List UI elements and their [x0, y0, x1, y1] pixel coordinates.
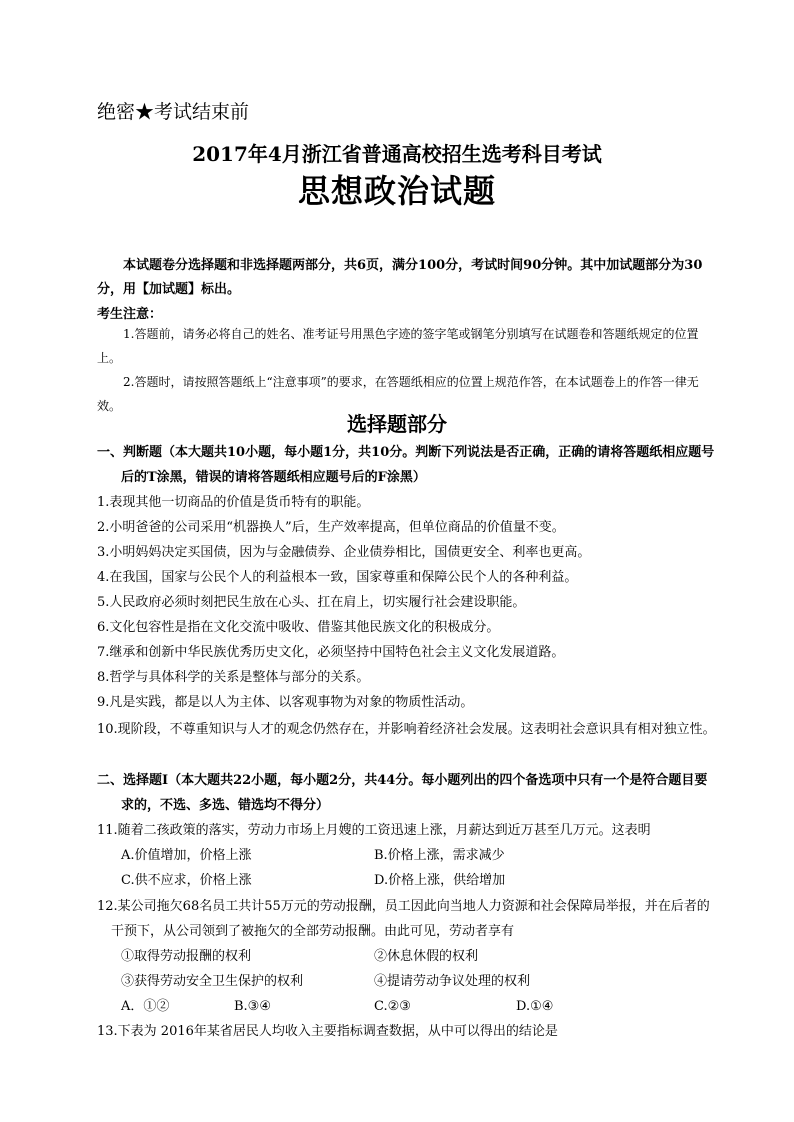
notes-title: 考生注意： — [97, 307, 163, 322]
statement-1: ①取得劳动报酬的权利 — [121, 949, 252, 964]
option-c: C.供不应求，价格上涨 — [121, 873, 252, 888]
option-c: C.②③ — [374, 999, 411, 1014]
exam-subtitle: 2017年4月浙江省普通高校招生选考科目考试 — [192, 142, 602, 166]
judge-question: 4.在我国，国家与公民个人的利益根本一致，国家尊重和保障公民个人的各种利益。 — [97, 570, 578, 585]
judge-question: 2.小明爸爸的公司采用“机器换人”后，生产效率提高，但单位商品的价值量不变。 — [97, 520, 565, 535]
judge-question: 8.哲学与具体科学的关系是整体与部分的关系。 — [97, 670, 370, 685]
judge-question: 6.文化包容性是指在文化交流中吸收、借鉴其他民族文化的积极成分。 — [97, 620, 500, 635]
part-2-description: （本大题共22小题，每小题2分，共44分。每小题列出的四个备选项中只有一个是符合题目要求的，不选、多选、错选均不得分） — [121, 773, 708, 813]
judge-question: 1.表现其他一切商品的价值是货币特有的职能。 — [97, 495, 370, 510]
choice-question-stem: 11.随着二孩政策的落实，劳动力市场上月嫂的工资迅速上涨，月薪达到近万甚至几万元。这表明 — [97, 823, 651, 838]
part-1-label: 一、判断题 — [97, 445, 163, 460]
section-title: 选择题部分 — [347, 412, 447, 436]
statement-4: ④提请劳动争议处理的权利 — [374, 974, 531, 989]
choice-question-stem: 13.下表为 2016年某省居民人均收入主要指标调查数据，从中可以得出的结论是 — [97, 1024, 558, 1039]
option-b: B.价格上涨，需求减少 — [374, 848, 505, 863]
part-1-heading — [97, 440, 717, 490]
note-item: 2.答题时，请按照答题纸上“注意事项”的要求，在答题纸相应的位置上规范作答，在本试题卷上的作答一律无效。 — [97, 375, 699, 413]
part-2-heading — [97, 768, 717, 818]
judge-question: 3.小明妈妈决定买国债，因为与金融债券、企业债券相比，国债更安全、利率也更高。 — [97, 545, 591, 560]
option-a: A.价值增加，价格上涨 — [121, 848, 252, 863]
statement-2: ②休息休假的权利 — [374, 949, 479, 964]
note-item: 1.答题前，请务必将自己的姓名、准考证号用黑色字迹的签字笔或钢笔分别填写在试题卷和答题纸规定的位置上。 — [97, 327, 699, 365]
part-1-description: （本大题共10小题，每小题1分，共10分。判断下列说法是否正确，正确的请将答题纸相应题号后的T涂黑，错误的请将答题纸相应题号后的F涂黑） — [121, 445, 715, 485]
statement-3: ③获得劳动安全卫生保护的权利 — [121, 974, 304, 989]
choice-question-stem: 12.某公司拖欠68名员工共计55万元的劳动报酬，员工因此向当地人力资源和社会保障局举报，并在后者的干预下，从公司领到了被拖欠的全部劳动报酬。由此可见，劳动者享有 — [97, 899, 710, 939]
part-2-label: 二、选择题Ⅰ — [97, 773, 169, 788]
confidential-label: 绝密★考试结束前 — [97, 101, 250, 123]
judge-question: 7.继承和创新中华民族优秀历史文化，必须坚持中国特色社会主义文化发展道路。 — [97, 645, 565, 660]
exam-intro: 本试题卷分选择题和非选择题两部分，共6页，满分100分，考试时间90分钟。其中加试题部分为30分，用【加试题】标出。 — [97, 258, 703, 297]
option-a: A．①② — [121, 999, 170, 1014]
judge-question: 9.凡是实践，都是以人为主体、以客观事物为对象的物质性活动。 — [97, 695, 474, 710]
option-b: B.③④ — [234, 999, 271, 1014]
judge-question: 10.现阶段，不尊重知识与人才的观念仍然存在，并影响着经济社会发展。这表明社会意识具有相对独立性。 — [97, 722, 716, 737]
option-d: D.①④ — [516, 999, 554, 1014]
option-d: D.价格上涨，供给增加 — [374, 873, 506, 888]
judge-question: 5.人民政府必须时刻把民生放在心头、扛在肩上，切实履行社会建设职能。 — [97, 595, 526, 610]
exam-title: 思想政治试题 — [297, 172, 496, 210]
